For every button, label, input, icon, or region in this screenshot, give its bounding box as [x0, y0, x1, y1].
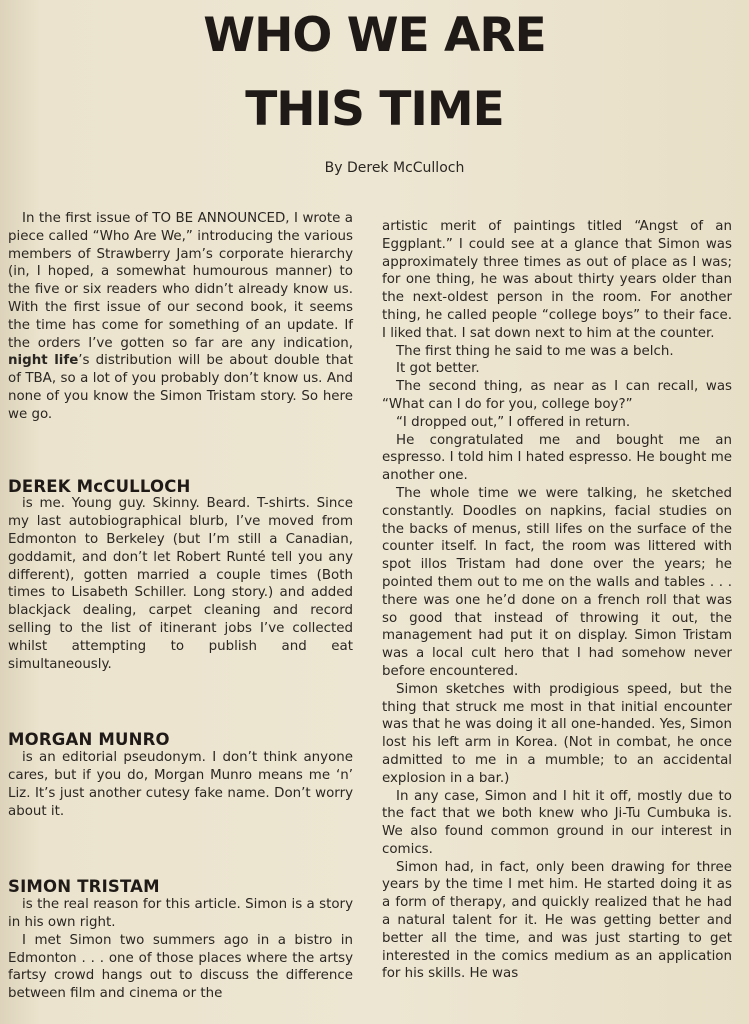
section-heading-derek: DEREK McCULLOCH — [8, 476, 191, 496]
body-paragraph: In any case, Simon and I hit it off, mostly due to the fact that we both knew who Ji-Tu Cumbuka is. We also found common ground in our interest in comics. — [382, 788, 732, 857]
body-paragraph: He congratulated me and bought me an espresso. I told him I hated espresso. He bought me another one. — [382, 432, 732, 484]
body-paragraph: The whole time we were talking, he sketched constantly. Doodles on napkins, facial studies on the backs of menus, still lifes on the surface of the counter itself. In fact, the room was littered with spot illos Tristam had done over the years; he pointed them out to me on the walls and tables . . . there was one he’d done on a french roll that was so good that instead of throwing it out, the management had put it on display. Simon Tristam was a local cult hero that I had somehow never before encountered. — [382, 485, 732, 679]
left-column — [8, 210, 353, 1003]
article-title-line-2: THIS TIME — [245, 82, 504, 137]
section-paragraph: is the real reason for this article. Simon is a story in his own right. — [8, 897, 353, 930]
body-paragraph: Simon sketches with prodigious speed, but the thing that struck me most in that initial encounter was that he was doing it all one-handed. Yes, Simon lost his left arm in Korea. (Not in combat, he once admitted to me in a mumble; to an accidental explosion in a bar.) — [382, 681, 732, 786]
body-paragraph: Simon had, in fact, only been drawing for three years by the time I met him. He started doing it as a form of therapy, and quickly realized that he had a natural talent for it. He was getting better and better all the time, and was just starting to get interested in the comics medium as an application for his skills. He was — [382, 859, 732, 982]
section-heading-morgan: MORGAN MUNRO — [8, 730, 170, 750]
body-paragraph: “I dropped out,” I offered in return. — [396, 414, 631, 430]
section-paragraph: I met Simon two summers ago in a bistro in Edmonton . . . one of those places where the artsy fartsy crowd hangs out to discuss the difference between film and cinema or the — [8, 932, 353, 1002]
body-paragraph: artistic merit of paintings titled “Angst of an Eggplant.” I could see at a glance that Simon was approximately three times as out of place as I was; for one thing, he was about thirty years older than the next-oldest person in the room. For another thing, he called people “college boys” to their face. I liked that. I sat down next to him at the counter. — [382, 219, 732, 341]
section-paragraph: is an editorial pseudonym. I don’t think anyone cares, but if you do, Morgan Munro means me ‘n’ Liz. It’s just another cutesy fake name. Don’t worry about it. — [8, 750, 353, 819]
intro-text-a: In the first issue of TO BE ANNOUNCED, I wrote a piece called “Who Are We,” introducing the various members of Strawberry Jam’s corporate hierarchy (in, I hoped, a somewhat humourous manner) to the five or six readers who didn’t already know us. With the first issue of our second book, it seems the time has come for something of an update. If the orders I’ve gotten so far are any indication, — [8, 211, 353, 351]
section-paragraph: is me. Young guy. Skinny. Beard. T-shirts. Since my last autobiographical blurb, I’ve moved from Edmonton to Berkeley (but I’m still a Canadian, goddamit, and don’t let Robert Runté tell you any different), gotten married a couple times (Both times to Lisabeth Schiller. Long story.) and added blackjack dealing, carpet cleaning and record selling to the list of itinerant jobs I’ve collected whilst attempting to publish and eat simultaneously. — [8, 496, 353, 672]
article-title-line-1: WHO WE ARE — [203, 8, 546, 63]
intro-text-b: ’s distribution will be about double that of TBA, so a lot of you probably don’t know us. And none of you know the Simon Tristam story. So here we go. — [8, 353, 353, 422]
intro-paragraph — [8, 210, 353, 424]
byline: By Derek McCulloch — [324, 160, 465, 176]
night-life-title: night life — [8, 353, 79, 369]
body-paragraph: It got better. — [396, 361, 480, 377]
body-paragraph: The first thing he said to me was a belch. — [396, 343, 674, 359]
body-paragraph: The second thing, as near as I can recall, was “What can I do for you, college boy?” — [382, 379, 732, 412]
right-column — [382, 218, 732, 983]
section-heading-simon: SIMON TRISTAM — [8, 877, 160, 897]
